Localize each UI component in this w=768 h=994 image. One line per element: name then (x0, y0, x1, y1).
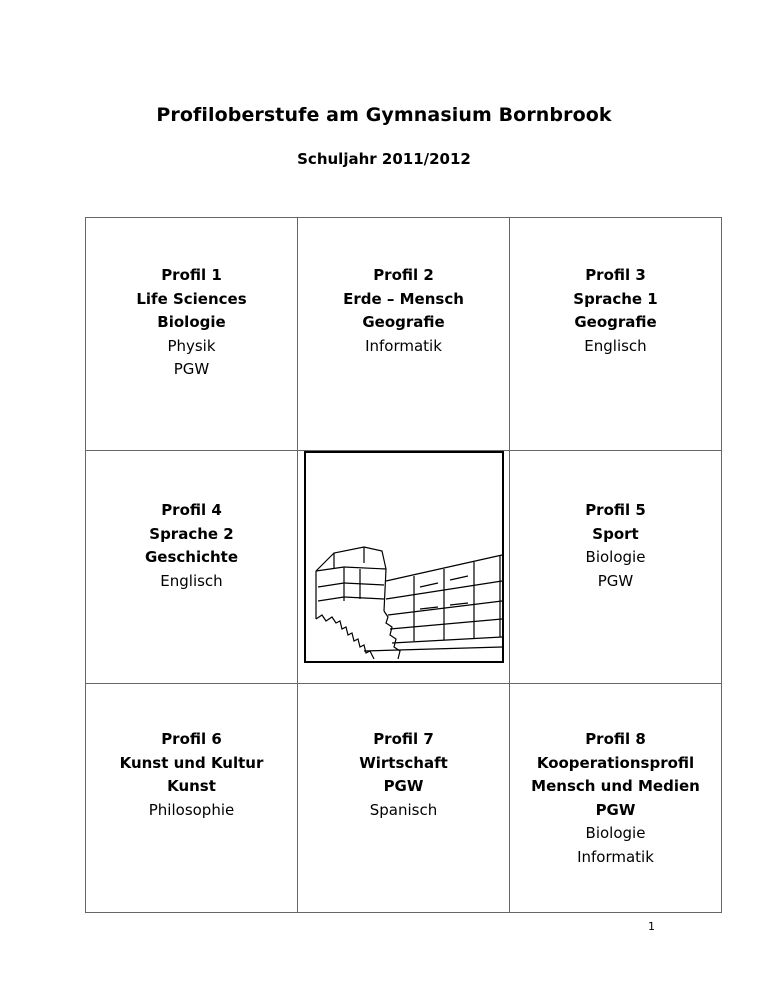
profile-subject: PGW (173, 360, 210, 378)
profile-topic: Erde – Mensch (343, 289, 464, 308)
profile-subject: Englisch (160, 571, 223, 590)
profile-subject: Informatik (577, 847, 654, 866)
profile-name: Profil 3 (585, 266, 646, 284)
profile-subject: PGW (597, 571, 634, 590)
profile-subject: Physik (167, 336, 216, 355)
profile-core-subject: Mensch und Medien (531, 777, 700, 795)
school-building-illustration (304, 451, 504, 663)
profile-subject: Englisch (584, 336, 647, 355)
profile-cell-6 (86, 684, 298, 913)
profile-name: Profil 7 (373, 730, 434, 748)
profile-topic: Wirtschaft (359, 753, 448, 772)
profile-subject: Biologie (585, 548, 646, 566)
profile-name: Profil 8 (585, 730, 646, 748)
profile-name: Profil 6 (161, 730, 222, 748)
profile-core-subject-2: PGW (595, 800, 636, 819)
school-building-cell (298, 451, 510, 684)
profile-cell-7 (298, 684, 510, 913)
profile-subject: Philosophie (148, 800, 235, 819)
profile-cell-3 (510, 218, 722, 451)
profile-name: Profil 1 (161, 266, 222, 284)
profile-name: Profil 4 (161, 501, 222, 519)
school-year: Schuljahr 2011/2012 (297, 150, 471, 168)
profile-core-subject: PGW (383, 777, 424, 795)
profile-subject: Spanisch (369, 800, 438, 819)
profile-topic: Sprache 2 (149, 524, 234, 543)
profile-cell-5 (510, 451, 722, 684)
profile-topic: Kooperationsprofil (536, 753, 695, 772)
profile-name: Profil 2 (373, 266, 434, 284)
document-title: Profiloberstufe am Gymnasium Bornbrook (156, 104, 612, 126)
profile-core-subject: Kunst (167, 777, 216, 795)
profile-core-subject: Geografie (362, 313, 445, 331)
profile-core-subject: Geschichte (144, 548, 239, 566)
profile-subject: Biologie (585, 824, 646, 842)
profile-topic: Kunst und Kultur (119, 753, 264, 772)
profile-grid (85, 217, 722, 913)
page-number: 1 (648, 920, 655, 933)
profile-core-subject: Geografie (574, 313, 657, 331)
profile-cell-1 (86, 218, 298, 451)
profile-cell-8 (510, 684, 722, 913)
profile-topic: Sprache 1 (573, 289, 658, 308)
profile-cell-2 (298, 218, 510, 451)
profile-topic: Life Sciences (136, 289, 247, 308)
profile-core-subject: Biologie (157, 313, 226, 331)
profile-subject: Informatik (365, 336, 442, 355)
profile-topic: Sport (592, 524, 639, 543)
profile-cell-4 (86, 451, 298, 684)
profile-name: Profil 5 (585, 501, 646, 519)
